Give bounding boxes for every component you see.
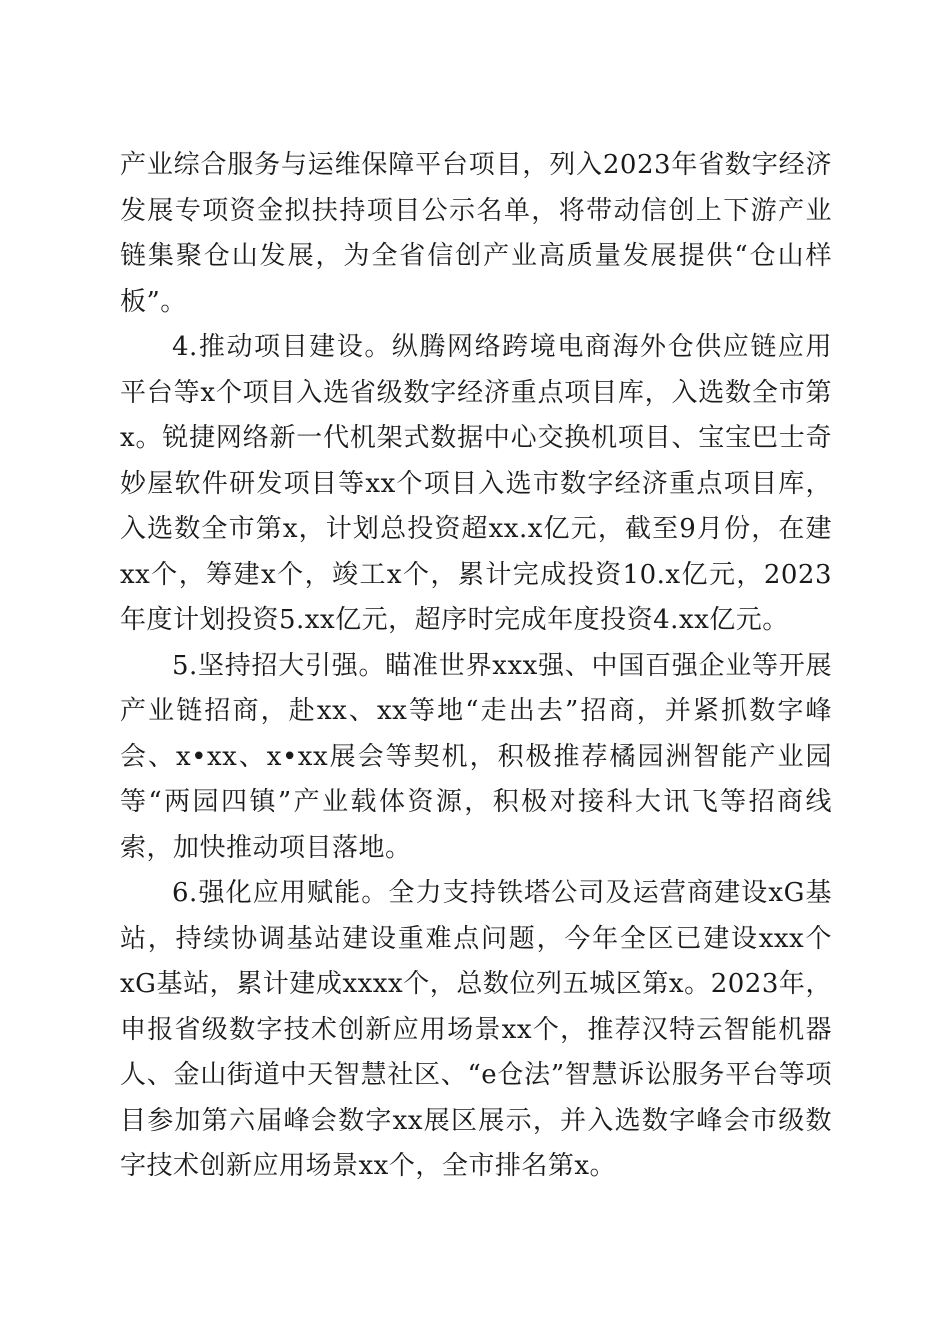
paragraph-continued: 产业综合服务与运维保障平台项目，列入2023年省数字经济发展专项资金拟扶持项目公示名单，将带动信创上下游产业链集聚仓山发展，为全省信创产业高质量发展提供“仓山样板”。 xyxy=(120,150,832,317)
paragraph-investment-attraction: 5.坚持招大引强。瞄准世界xxx强、中国百强企业等开展产业链招商，赴xx、xx等地“走出去”招商，并紧抓数字峰会、x•xx、x•xx展会等契机，积极推荐橘园洲智能产业园等“两园四镇”产业载体资源，积极对接科大讯飞等招商线索，加快推动项目落地。 xyxy=(120,650,832,863)
paragraph-project-construction: 4.推动项目建设。纵腾网络跨境电商海外仓供应链应用平台等x个项目入选省级数字经济重点项目库，入选数全市第x。锐捷网络新一代机架式数据中心交换机项目、宝宝巴士奇妙屋软件研发项目等xx个项目入选市数字经济重点项目库，入选数全市第x，计划总投资超xx.x亿元，截至9月份，在建xx个，筹建x个，竣工x个，累计完成投资10.x亿元，2023年度计划投资5.xx亿元，超序时完成年度投资4.xx亿元。 xyxy=(120,332,832,635)
document-body xyxy=(120,143,832,1190)
paragraph-application-empowerment: 6.强化应用赋能。全力支持铁塔公司及运营商建设xG基站，持续协调基站建设重难点问题，今年全区已建设xxx个xG基站，累计建成xxxx个，总数位列五城区第x。2023年，申报省级数字技术创新应用场景xx个，推荐汉特云智能机器人、金山街道中天智慧社区、“e仓法”智慧诉讼服务平台等项目参加第六届峰会数字xx展区展示，并入选数字峰会市级数字技术创新应用场景xx个，全市排名第x。 xyxy=(120,878,832,1181)
